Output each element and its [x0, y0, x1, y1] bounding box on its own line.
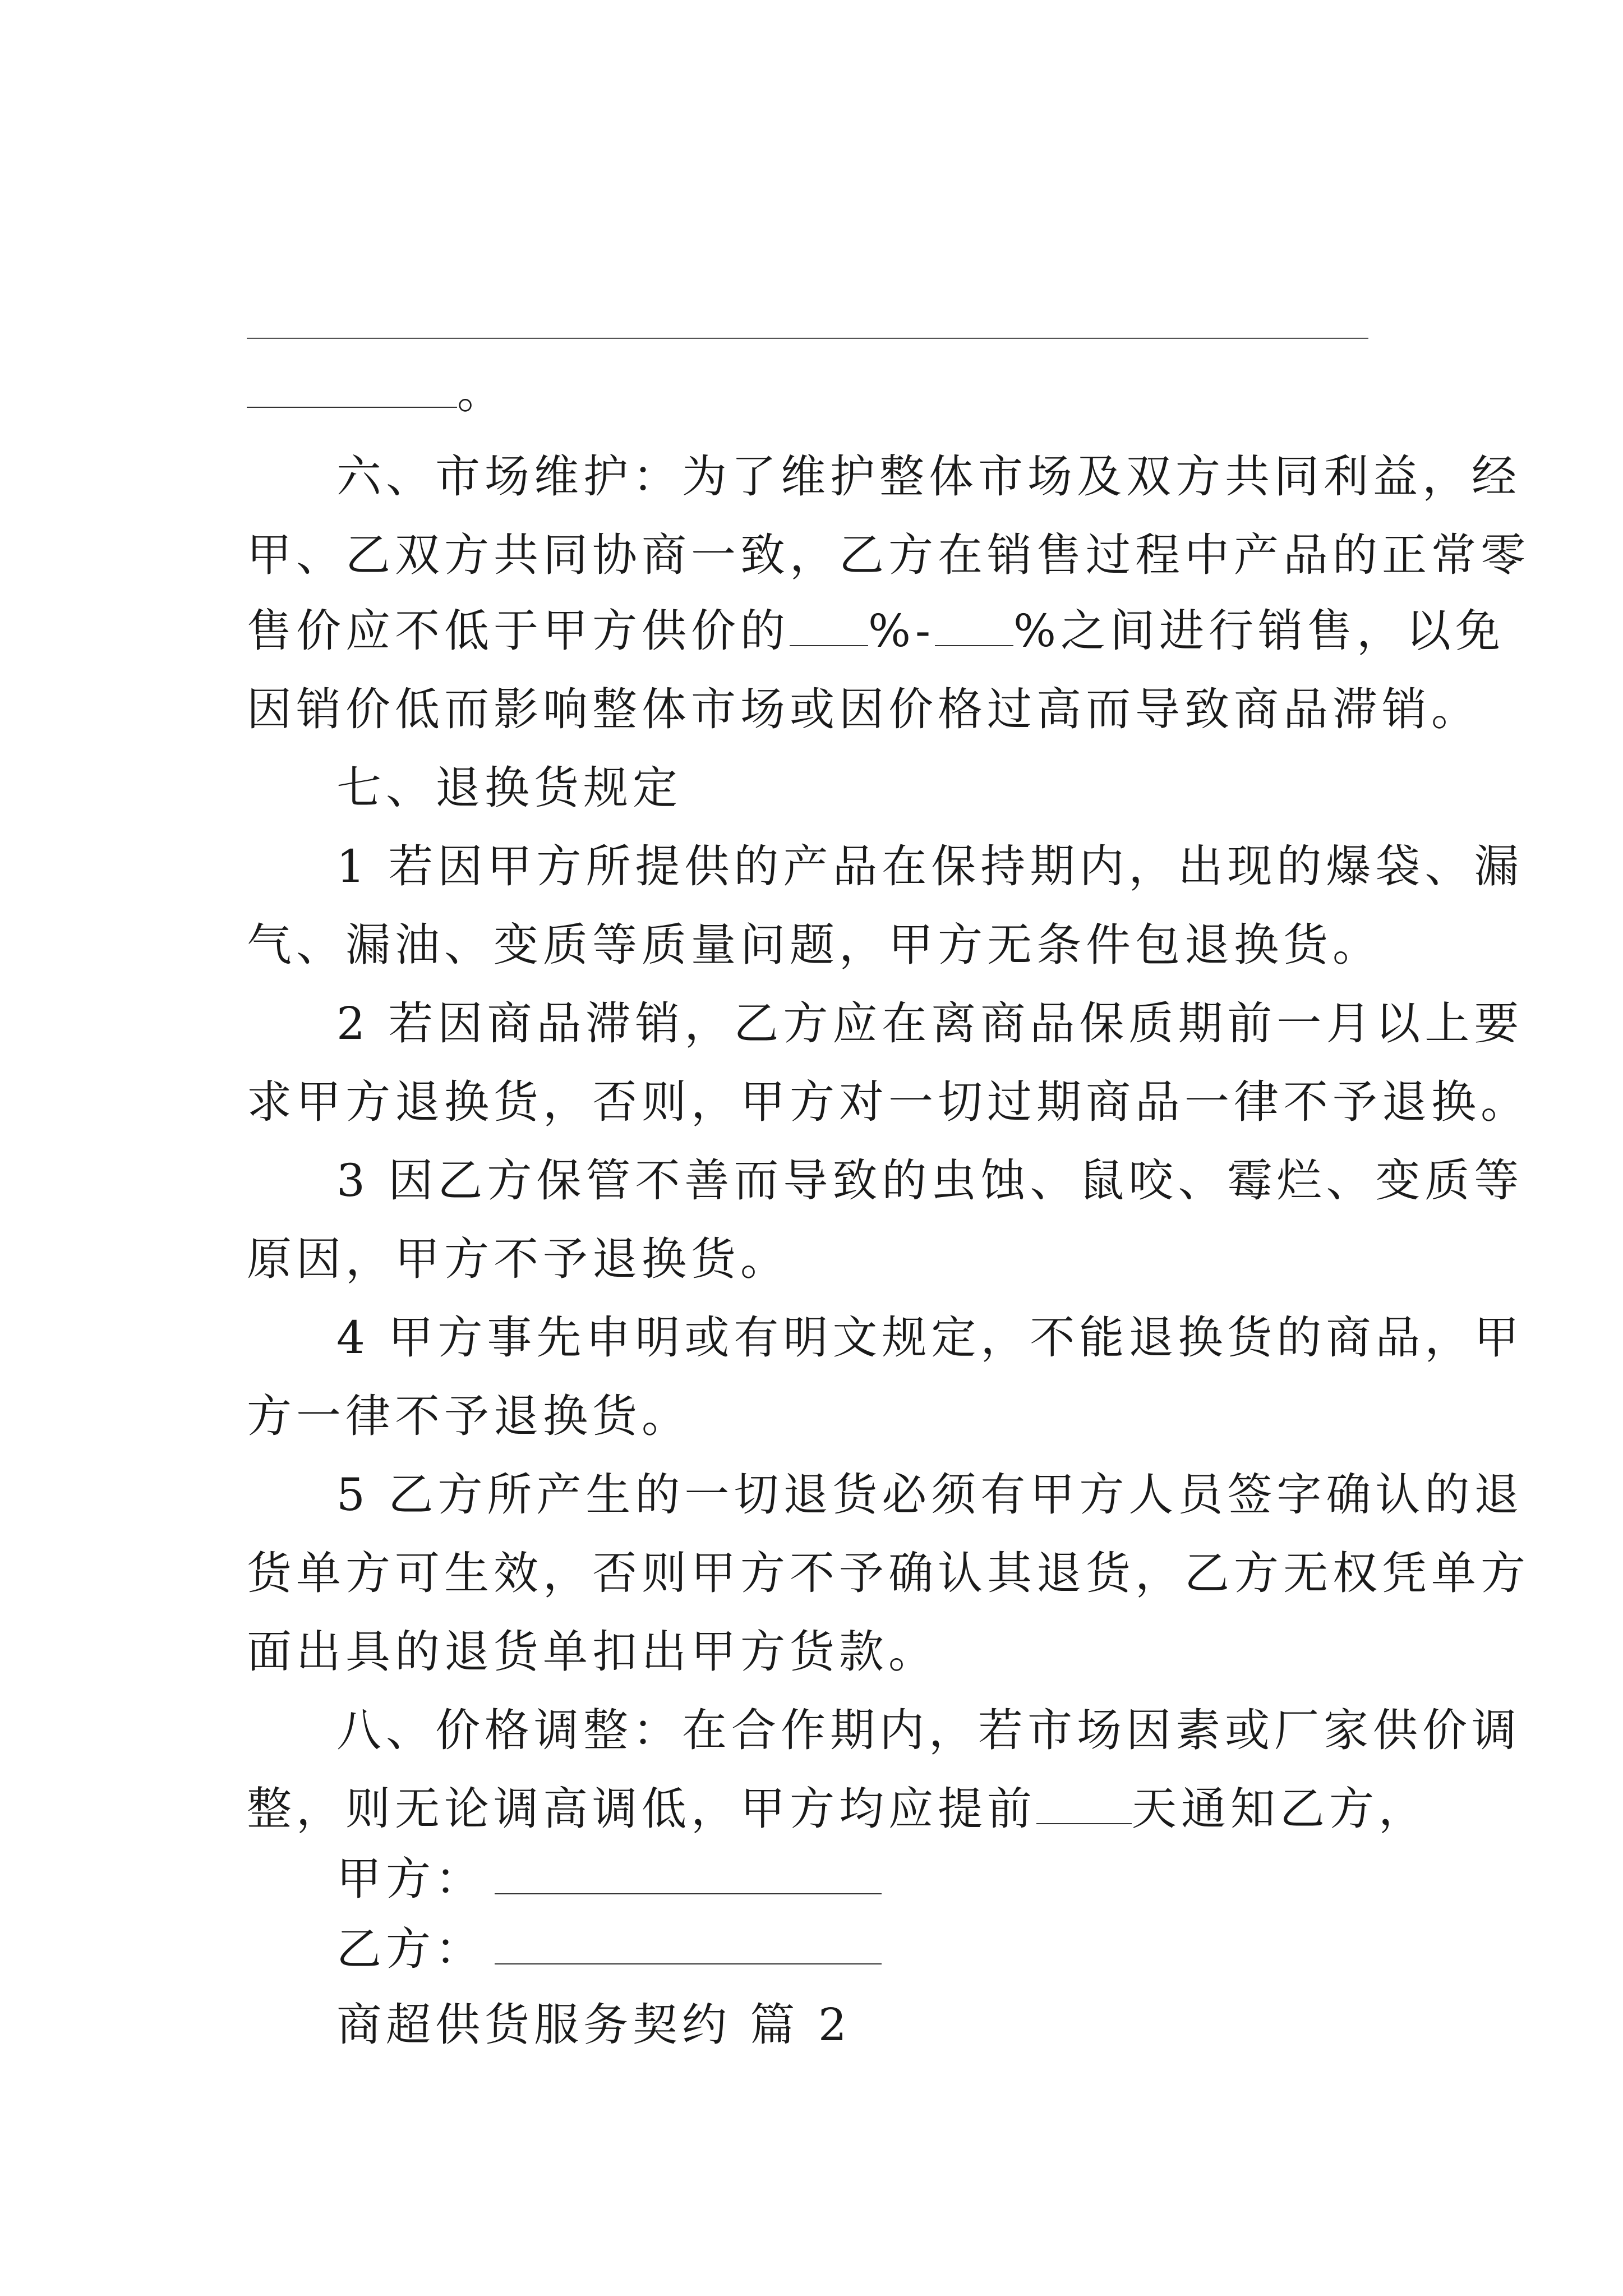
item-5-line-3: 面出具的退货单扣出甲方货款。 [247, 1626, 938, 1678]
section-6-line-3 [247, 603, 1505, 659]
sec8-text-b: 天通知乙方， [1132, 1783, 1428, 1835]
sec6-text-b: %- [868, 605, 935, 657]
notice-days-blank [1036, 1787, 1132, 1824]
party-b-signature [336, 1921, 882, 1977]
item-4-line-2: 方一律不予退换货。 [247, 1390, 691, 1442]
section-7-title: 七、退换货规定 [336, 762, 682, 814]
end-mark: 。 [457, 366, 506, 418]
item-3-line-2: 原因，甲方不予退换货。 [247, 1233, 790, 1285]
blank-line-end [247, 365, 506, 421]
section-8-line-1: 八、价格调整：在合作期内，若市场因素或厂家供价调 [336, 1704, 1521, 1756]
sec6-text-a: 售价应不低于甲方供价的 [247, 605, 790, 657]
party-a-signature-line [495, 1857, 882, 1894]
item-4-line-1: 4 甲方事先申明或有明文规定，不能退换货的商品，甲 [336, 1312, 1524, 1364]
section-6-line-2: 甲、乙双方共同协商一致，乙方在销售过程中产品的正常零 [247, 529, 1530, 581]
item-1-line-2: 气、漏油、变质等质量问题，甲方无条件包退换货。 [247, 919, 1382, 971]
party-a-label: 甲方： [336, 1853, 485, 1905]
blank-underline [247, 371, 457, 408]
item-2-line-2: 求甲方退换货，否则，甲方对一切过期商品一律不予退换。 [247, 1076, 1530, 1128]
party-b-label: 乙方： [336, 1923, 485, 1975]
next-section-title: 商超供货服务契约 篇 2 [336, 1999, 851, 2051]
blank-fill-line [247, 338, 1368, 339]
section-6-line-1: 六、市场维护：为了维护整体市场及双方共同利益，经 [336, 450, 1521, 503]
party-b-signature-line [495, 1927, 882, 1964]
section-8-line-2 [247, 1781, 1428, 1837]
party-a-signature [336, 1851, 882, 1907]
sec6-text-c: %之间进行销售，以免 [1013, 605, 1505, 657]
item-1-line-1: 1 若因甲方所提供的产品在保持期内，出现的爆袋、漏 [336, 840, 1524, 892]
section-6-line-4: 因销价低而影响整体市场或因价格过高而导致商品滞销。 [247, 683, 1481, 735]
percent-max-blank [935, 609, 1013, 646]
item-5-line-1: 5 乙方所产生的一切退货必须有甲方人员签字确认的退 [336, 1469, 1524, 1521]
item-5-line-2: 货单方可生效，否则甲方不予确认其退货，乙方无权凭单方 [247, 1547, 1530, 1599]
percent-min-blank [790, 609, 868, 646]
item-2-line-1: 2 若因商品滞销，乙方应在离商品保质期前一月以上要 [336, 997, 1524, 1050]
item-3-line-1: 3 因乙方保管不善而导致的虫蚀、鼠咬、霉烂、变质等 [336, 1154, 1524, 1207]
sec8-text-a: 整，则无论调高调低，甲方均应提前 [247, 1783, 1036, 1835]
